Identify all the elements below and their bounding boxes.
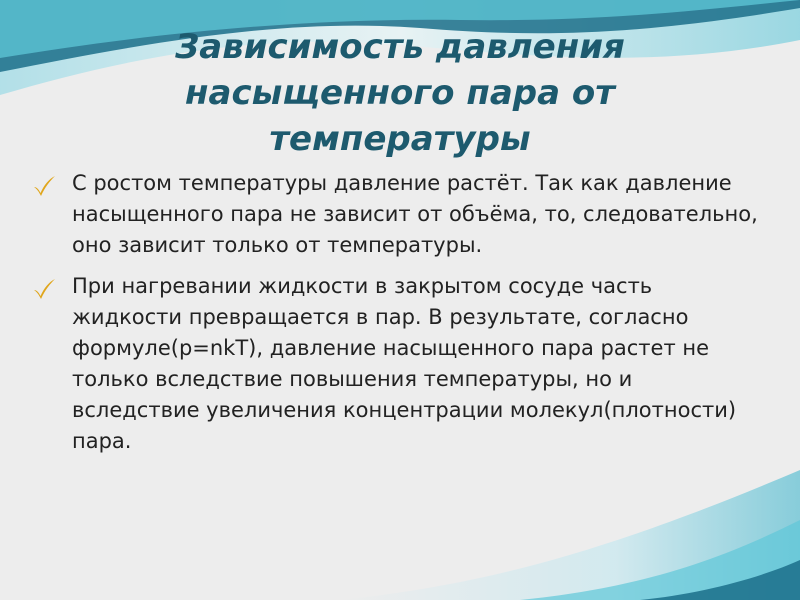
bullet-list (30, 168, 760, 467)
list-item (30, 168, 760, 261)
bullet-text: С ростом температуры давление растёт. Так как давление насыщенного пара не зависит от объёма, то, следовательно, оно зависит только от температуры. (72, 171, 758, 257)
bullet-text: При нагревании жидкости в закрытом сосуде часть жидкости превращается в пар. В результате, согласно формуле(p=nkT), давление насыщенного пара растет не только вследствие повышения температуры, но и вследствие увеличения концентрации молекул(плотности) пара. (72, 274, 737, 453)
checkmark-icon (32, 278, 56, 300)
list-item (30, 271, 760, 457)
slide-title: Зависимость давления насыщенного пара от температуры (175, 27, 625, 159)
checkmark-icon (32, 175, 56, 197)
